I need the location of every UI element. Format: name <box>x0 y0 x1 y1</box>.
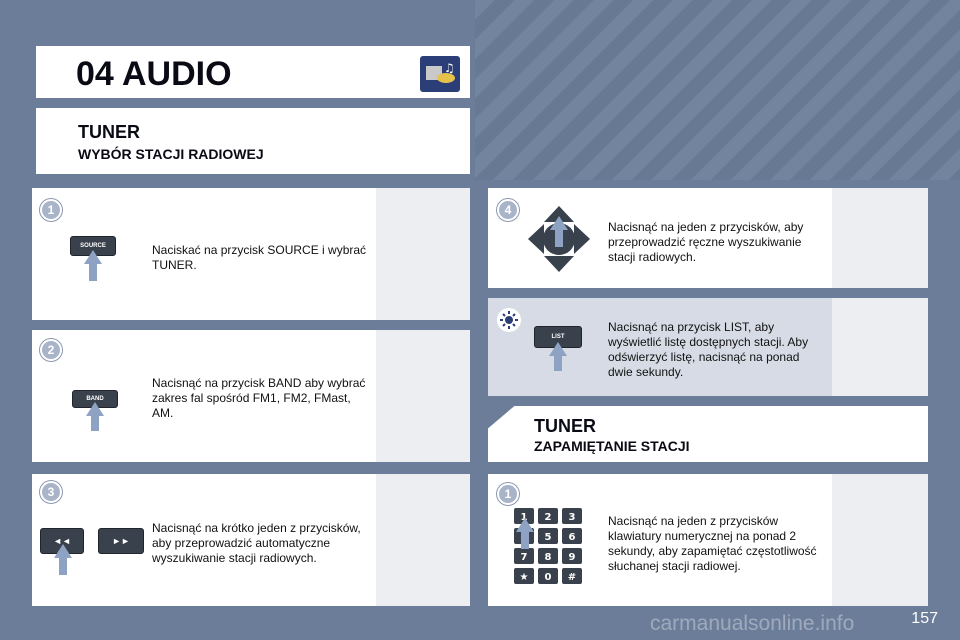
step-number-badge: 1 <box>497 483 519 505</box>
arrow-icon <box>54 544 72 558</box>
arrow-icon <box>516 518 534 532</box>
seek-forward-button-image: ►► <box>98 528 144 554</box>
section-subtitle-station-memory: ZAPAMIĘTANIE STACJI <box>534 438 690 454</box>
svg-text:★: ★ <box>519 572 529 583</box>
decorative-stripes <box>475 0 960 180</box>
arrow-stem <box>89 263 97 281</box>
svg-text:2: 2 <box>544 512 552 523</box>
arrow-icon <box>84 250 102 264</box>
arrow-stem <box>521 531 529 549</box>
arrow-icon <box>86 402 104 416</box>
arrow-stem <box>91 415 99 431</box>
arrow-stem <box>555 229 563 247</box>
radio-panel-image <box>832 474 928 606</box>
arrow-stem <box>59 557 67 575</box>
svg-text:#: # <box>567 572 577 583</box>
source-button-image: SOURCE <box>70 236 116 256</box>
radio-panel-image <box>376 474 470 606</box>
radio-panel-image <box>376 188 470 320</box>
step-text: Nacisnąć na jeden z przycisków klawiatury numerycznej na ponad 2 sekundy, aby zapamiętać częstotliwość słuchanej stacji radiowej. <box>608 514 817 573</box>
arrow-stem <box>554 355 562 371</box>
step-text: Naciskać na przycisk SOURCE i wybrać TUNER. <box>152 243 367 272</box>
step-number-badge: 3 <box>40 481 62 503</box>
section-title-tuner: TUNER <box>78 122 140 142</box>
list-button-image: LIST <box>534 326 582 348</box>
seek-back-button-image: ◄◄ <box>40 528 84 554</box>
svg-text:5: 5 <box>544 532 552 543</box>
step-number-badge: 2 <box>40 339 62 361</box>
step-text: Nacisnąć na jeden z przycisków, aby przeprowadzić ręczne wyszukiwanie stacji radiowych. <box>608 220 804 264</box>
page-title: 04 AUDIO <box>76 55 232 93</box>
section-subtitle-station-select: WYBÓR STACJI RADIOWEJ <box>78 146 264 162</box>
svg-text:♫: ♫ <box>444 61 455 75</box>
radio-panel-image <box>832 298 928 396</box>
tip-icon <box>497 308 521 332</box>
svg-text:6: 6 <box>568 532 576 543</box>
radio-panel-image <box>832 188 928 288</box>
svg-text:7: 7 <box>520 552 528 563</box>
svg-text:1: 1 <box>520 512 528 523</box>
step-number-badge: 1 <box>40 199 62 221</box>
arrow-icon <box>549 342 567 356</box>
svg-text:3: 3 <box>568 512 576 523</box>
audio-icon <box>420 56 460 92</box>
step-text: Nacisnąć na przycisk BAND aby wybrać zakres fal spośród FM1, FM2, FMast, AM. <box>152 376 366 420</box>
svg-text:0: 0 <box>544 572 552 583</box>
svg-text:8: 8 <box>544 552 552 563</box>
radio-panel-image <box>376 330 470 462</box>
page-number: 157 <box>911 610 938 627</box>
step-text: Nacisnąć na krótko jeden z przycisków, aby przeprowadzić automatyczne wyszukiwanie stacji radiowych. <box>152 521 361 565</box>
arrow-icon <box>550 216 568 230</box>
tip-text: Nacisnąć na przycisk LIST, aby wyświetlić listę dostępnych stacji. Aby odświerzyć listę, nacisnąć na ponad dwie sekundy. <box>608 320 809 379</box>
svg-text:9: 9 <box>568 552 576 563</box>
step-number-badge: 4 <box>497 199 519 221</box>
section-title-tuner-memory: TUNER <box>534 416 596 436</box>
band-button-image: BAND <box>72 390 118 408</box>
watermark: carmanualsonline.info <box>650 612 855 635</box>
